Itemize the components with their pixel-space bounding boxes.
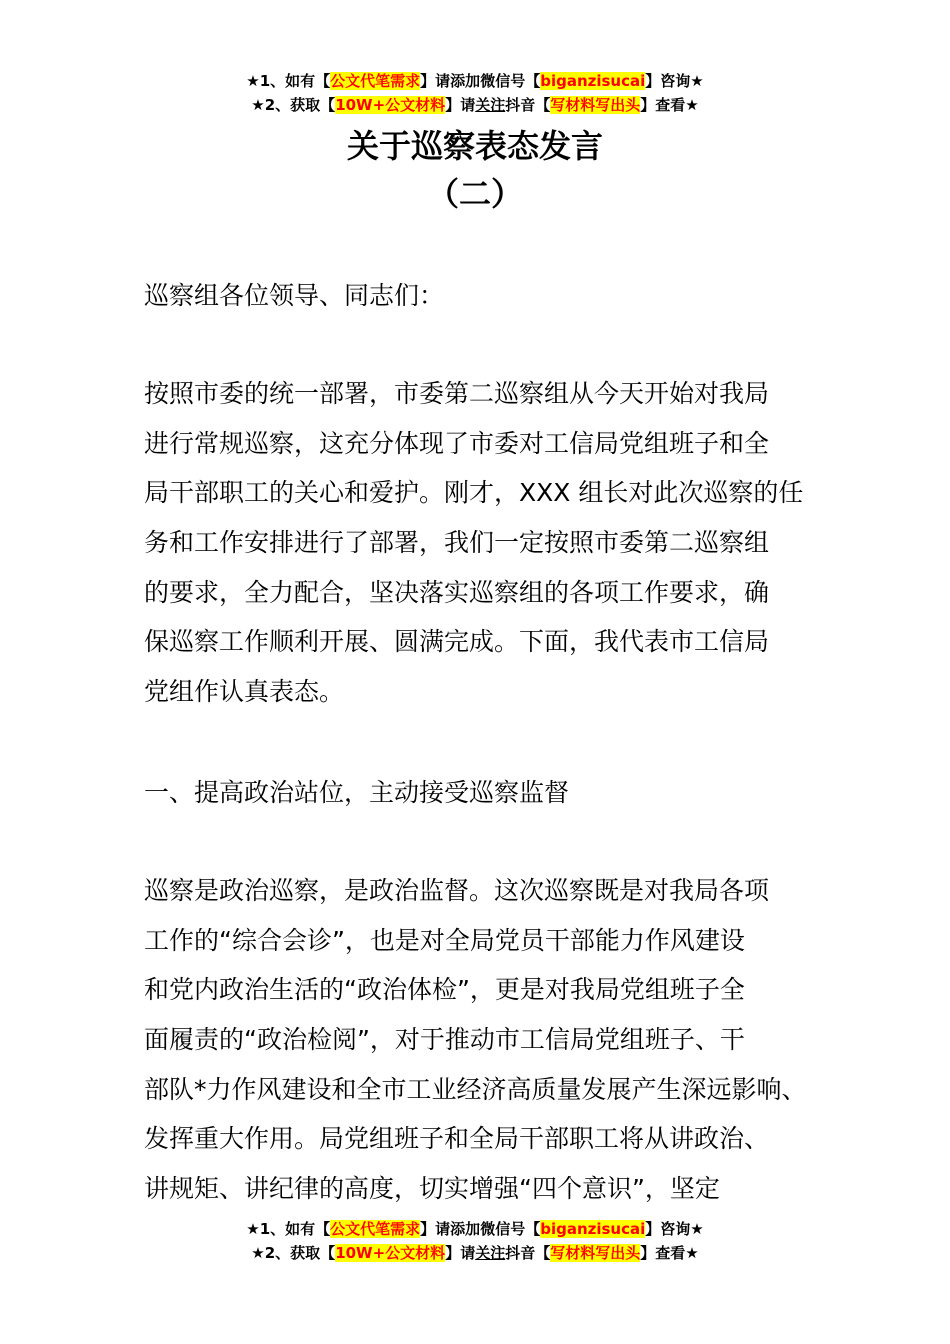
douyin-id-highlight: 写材料写出头 [550,1244,641,1262]
promo-highlight: 10W+公文材料 [335,1244,446,1262]
promo-text: 抖音【 [505,1244,551,1262]
promo-text: 】请 [445,96,476,114]
promo-text: 】咨询★ [645,72,704,90]
wechat-id-highlight: biganzisucai [540,1220,646,1238]
paragraph-line: 工作的“综合会诊”，也是对全局党员干部能力作风建设 [144,925,745,955]
paragraph-line: 发挥重大作用。局党组班子和全局干部职工将从讲政治、 [144,1124,770,1154]
promo-text: 微信号【 [480,72,541,90]
promo-text: 】请添加 [420,72,481,90]
promo-text: ★1、如有【 [246,1220,331,1238]
promo-text: ★2、获取【 [251,1244,336,1262]
paragraph-line: 务和工作安排进行了部署，我们一定按照市委第二巡察组 [144,528,770,558]
paragraph-line: 党组作认真表态。 [144,677,345,707]
paragraph-line: 讲规矩、讲纪律的高度，切实增强“四个意识”，坚定 [144,1174,720,1204]
promo-text: 微信号【 [480,1220,541,1238]
promo-highlight: 10W+公文材料 [335,96,446,114]
promo-line-1 [0,69,950,93]
promo-text: ★1、如有【 [246,72,331,90]
promo-text: 】查看★ [640,96,699,114]
wechat-id-highlight: biganzisucai [540,72,646,90]
promo-underlined: 关注 [475,96,506,114]
promo-text: 】查看★ [640,1244,699,1262]
promo-underlined: 关注 [475,1244,506,1262]
paragraph-line: 局干部职工的关心和爱护。刚才，XXX 组长对此次巡察的任 [144,478,804,508]
paragraph-line: 巡察是政治巡察，是政治监督。这次巡察既是对我局各项 [144,876,770,905]
paragraph-line: 和党内政治生活的“政治体检”，更是对我局党组班子全 [144,975,745,1005]
salutation-text: 巡察组各位领导、同志们： [144,281,445,310]
document-subtitle: （二） [426,175,523,213]
promo-text: 】咨询★ [645,1220,704,1238]
promo-line-1 [0,1217,950,1241]
promo-line-2 [0,93,950,117]
promo-highlight: 公文代笔需求 [330,72,421,90]
paragraph-line: 面履责的“政治检阅”，对于推动市工信局党组班子、干 [144,1025,745,1055]
promo-text: ★2、获取【 [251,96,336,114]
paragraph-line: 按照市委的统一部署，市委第二巡察组从今天开始对我局 [144,379,770,408]
promo-text: 】请添加 [420,1220,481,1238]
promo-text: 】请 [445,1244,476,1262]
paragraph-line: 部队*力作风建设和全市工业经济高质量发展产生深远影响、 [144,1074,807,1104]
paragraph-1 [144,369,824,717]
douyin-id-highlight: 写材料写出头 [550,96,641,114]
paragraph-line: 进行常规巡察，这充分体现了市委对工信局党组班子和全 [144,428,770,458]
salutation [144,271,824,321]
document-title: 关于巡察表态发言 [346,127,603,165]
promo-banner-bottom [0,1217,950,1265]
paragraph-2 [144,866,824,1214]
promo-banner-top [0,69,950,117]
paragraph-line: 的要求，全力配合，坚决落实巡察组的各项工作要求，确 [144,577,770,607]
section-heading-text: 一、提高政治站位，主动接受巡察监督 [144,778,570,807]
promo-text: 抖音【 [505,96,551,114]
promo-line-2 [0,1241,950,1265]
promo-highlight: 公文代笔需求 [330,1220,421,1238]
paragraph-line: 保巡察工作顺利开展、圆满完成。下面，我代表市工信局 [144,627,770,657]
section-heading-1 [144,768,824,818]
